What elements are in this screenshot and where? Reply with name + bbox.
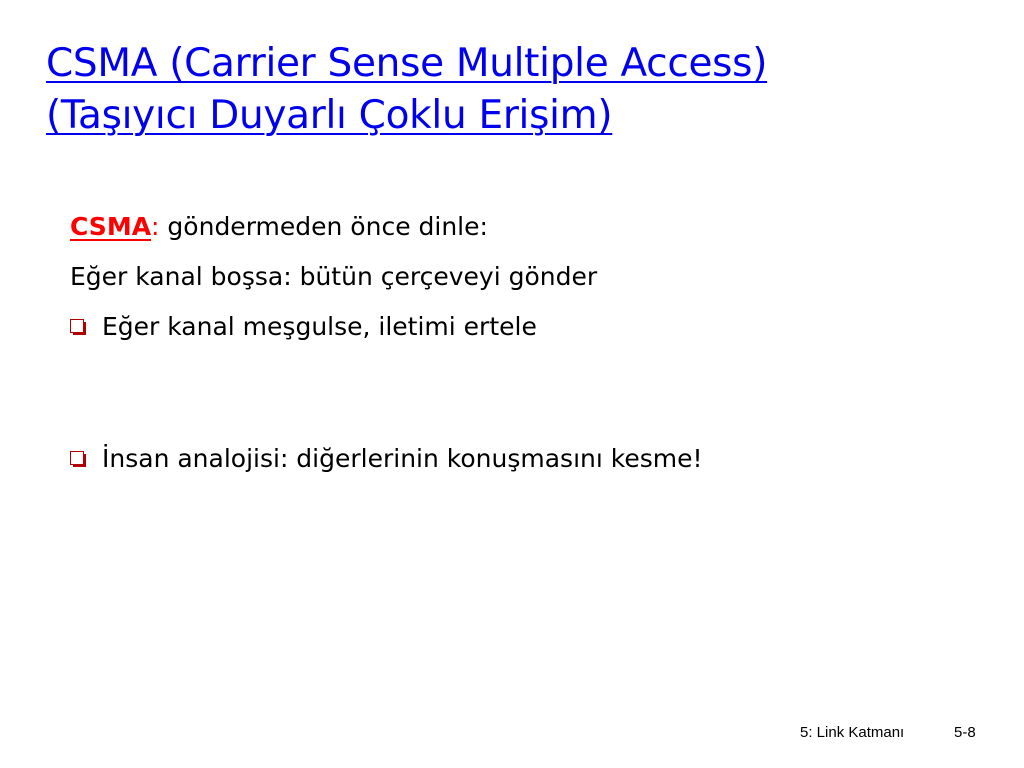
footer-page-number: 5-8 (954, 724, 976, 741)
csma-term: CSMA (70, 212, 152, 241)
checkbox-bullet-icon (70, 319, 84, 333)
checkbox-bullet-icon (70, 451, 84, 465)
bullet-text-busy: Eğer kanal meşgulse, iletimi ertele (102, 312, 537, 341)
bullet-item-busy (70, 310, 537, 344)
slide-title (46, 38, 986, 142)
bullet-item-analogy (70, 442, 703, 476)
intro-text: göndermeden önce dinle: (159, 212, 488, 241)
title-line-2: (Taşıyıcı Duyarlı Çoklu Erişim) (46, 93, 613, 138)
bullet-text-analogy: İnsan analojisi: diğerlerinin konuşmasını kesme! (102, 444, 703, 473)
idle-channel-line: Eğer kanal boşsa: bütün çerçeveyi gönder (70, 262, 598, 291)
title-line-1: CSMA (Carrier Sense Multiple Access) (46, 41, 768, 86)
csma-colon: : (151, 212, 160, 241)
footer-chapter: 5: Link Katmanı (800, 724, 905, 741)
intro-line (70, 210, 488, 244)
